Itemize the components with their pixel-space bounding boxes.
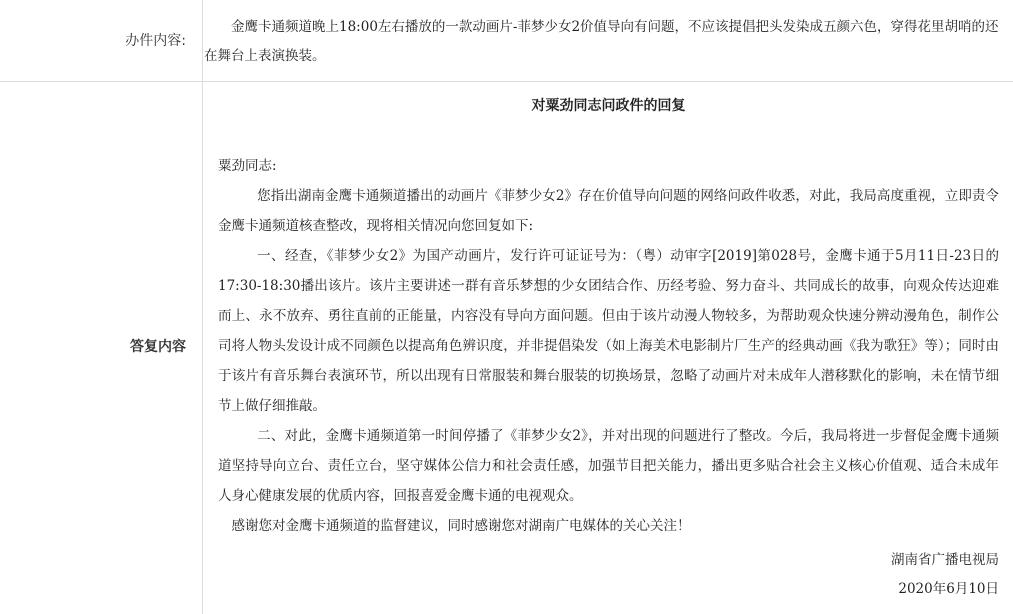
reply-thanks: 感谢您对金鹰卡通频道的监督建议，同时感谢您对湖南广电媒体的关心关注！	[231, 518, 691, 534]
column-divider	[202, 0, 203, 614]
request-label: 办件内容:	[125, 33, 186, 49]
reply-label: 答复内容	[130, 339, 186, 355]
reply-paragraph-findings: 一、经查，《菲梦少女2》为国产动画片，发行许可证证号为：（粤）动审字[2019]第028号，金鹰卡通于5月11日-23日的17:30-18:30播出该片。该片主要讲述一群有音乐梦想的少女团结合作、历经考验、努力奋斗、共同成长的故事，向观众传达迎难而上、永不放弃、勇往直前的正能量，内容没有导向方面问题。但由于该片动漫人物较多，为帮助观众快速分辨动漫角色，制作公司将人物头发设计成不同颜色以提高角色辨识度，并非提倡染发（如上海美术电影制片厂生产的经典动画《我为歌狂》等）；同时由于该片有音乐舞台表演环节，所以出现有日常服装和舞台服装的切换场景，忽略了动画片对未成年人潜移默化的影响，未在情节细节上做仔细推敲。	[218, 248, 999, 414]
reply-paragraph-actions: 二、对此，金鹰卡通频道第一时间停播了《菲梦少女2》，并对出现的问题进行了整改。今后，我局将进一步督促金鹰卡通频道坚持导向立台、责任立台，坚守媒体公信力和社会责任感，加强节目把关能力，播出更多贴合社会主义核心价值观、适合未成年人身心健康发展的优质内容，回报喜爱金鹰卡通的电视观众。	[218, 428, 999, 504]
signature-date: 2020年6月10日	[898, 581, 999, 597]
request-content: 金鹰卡通频道晚上18:00左右播放的一款动画片-菲梦少女2价值导向有问题，不应该提倡把头发染成五颜六色，穿得花里胡哨的还在舞台上表演换装。	[204, 19, 999, 64]
signature-block	[891, 546, 999, 604]
row-divider	[0, 81, 1013, 82]
salutation: 粟劲同志:	[218, 158, 277, 174]
reply-body	[218, 181, 999, 541]
reply-paragraph-intro: 您指出湖南金鹰卡通频道播出的动画片《菲梦少女2》存在价值导向问题的网络问政件收悉，对此，我局高度重视，立即责令金鹰卡通频道核查整改，现将相关情况向您回复如下:	[218, 188, 999, 234]
reply-title: 对粟劲同志问政件的回复	[531, 98, 686, 114]
signature-org: 湖南省广播电视局	[891, 552, 999, 568]
